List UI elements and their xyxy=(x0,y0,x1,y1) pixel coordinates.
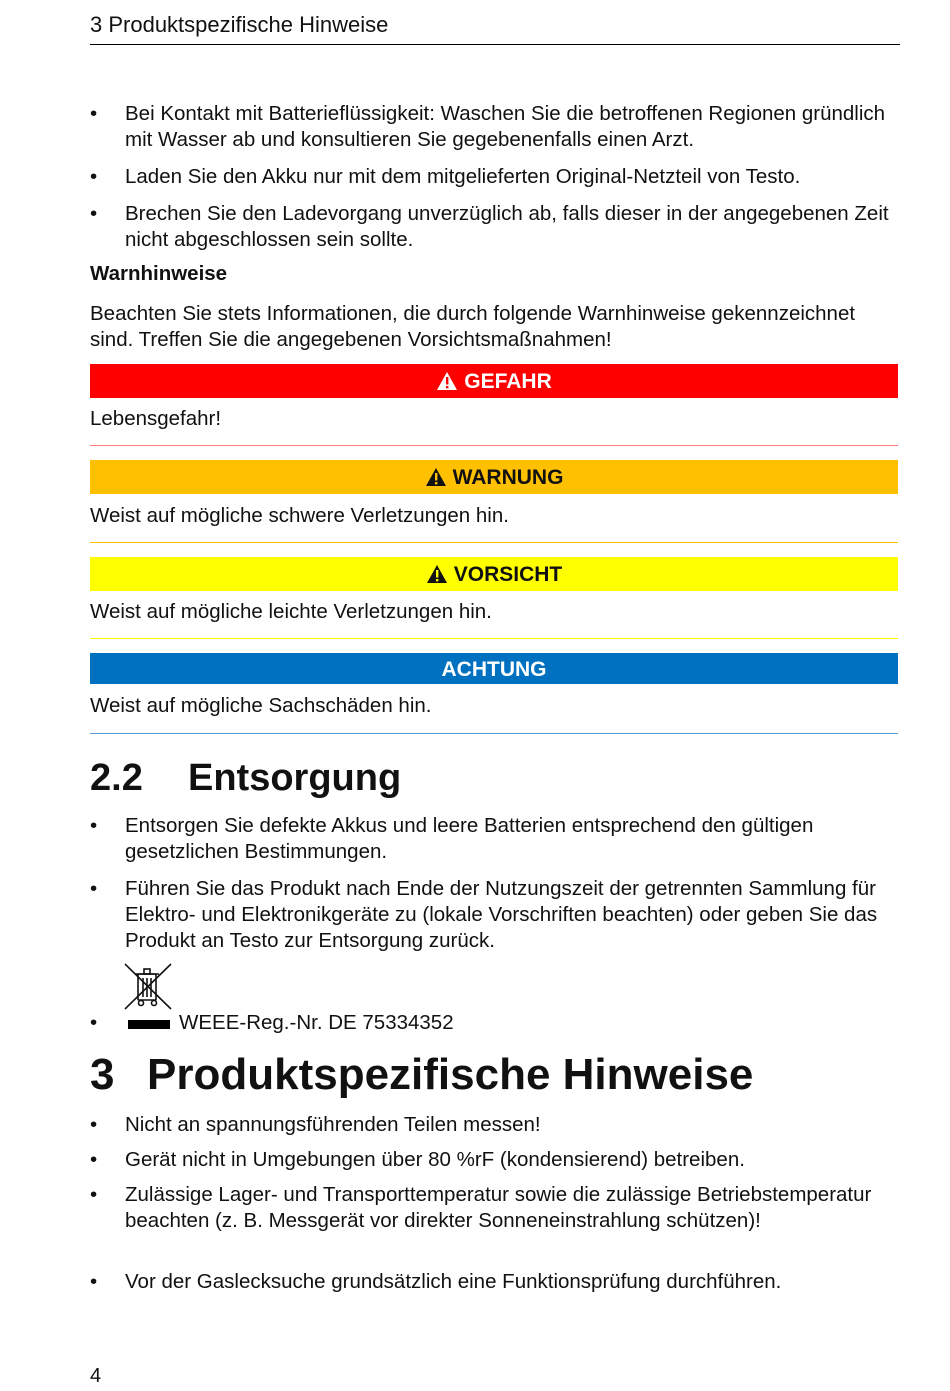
crossed-bin-icon xyxy=(123,962,173,1012)
warning-text: Weist auf mögliche schwere Verletzungen hin. xyxy=(90,504,509,527)
warning-banner: WARNUNG xyxy=(90,460,898,494)
warning-divider xyxy=(90,733,898,734)
warnhinweise-intro: Beachten Sie stets Informationen, die durch folgende Warnhinweise gekennzeichnet sind. Treffen Sie die angegebenen Vorsichtsmaßnahmen! xyxy=(90,302,856,351)
warning-block-warnung xyxy=(90,460,898,543)
warning-triangle-icon xyxy=(425,467,447,487)
running-header: 3 Produktspezifische Hinweise xyxy=(90,12,900,45)
page-number: 4 xyxy=(90,1365,102,1387)
section-heading-2-2: 2.2 Entsorgung xyxy=(90,757,402,799)
warning-triangle-icon xyxy=(426,564,448,584)
warning-divider xyxy=(90,542,898,543)
warning-text: Lebensgefahr! xyxy=(90,407,222,430)
warning-banner: GEFAHR xyxy=(90,364,898,398)
warning-block-achtung xyxy=(90,653,898,734)
warning-text: Weist auf mögliche leichte Verletzungen hin. xyxy=(90,600,492,623)
warning-block-vorsicht xyxy=(90,557,898,639)
warning-block-gefahr xyxy=(90,364,898,446)
warning-banner: ACHTUNG xyxy=(90,653,898,684)
warning-text: Weist auf mögliche Sachschäden hin. xyxy=(90,694,432,717)
warning-divider xyxy=(90,638,898,639)
weee-bar xyxy=(128,1020,170,1029)
warning-divider xyxy=(90,445,898,446)
section-heading-3: 3 Produktspezifische Hinweise xyxy=(90,1050,754,1099)
warnhinweise-heading: Warnhinweise xyxy=(90,262,228,285)
warning-banner: VORSICHT xyxy=(90,557,898,591)
warning-triangle-icon xyxy=(436,371,458,391)
